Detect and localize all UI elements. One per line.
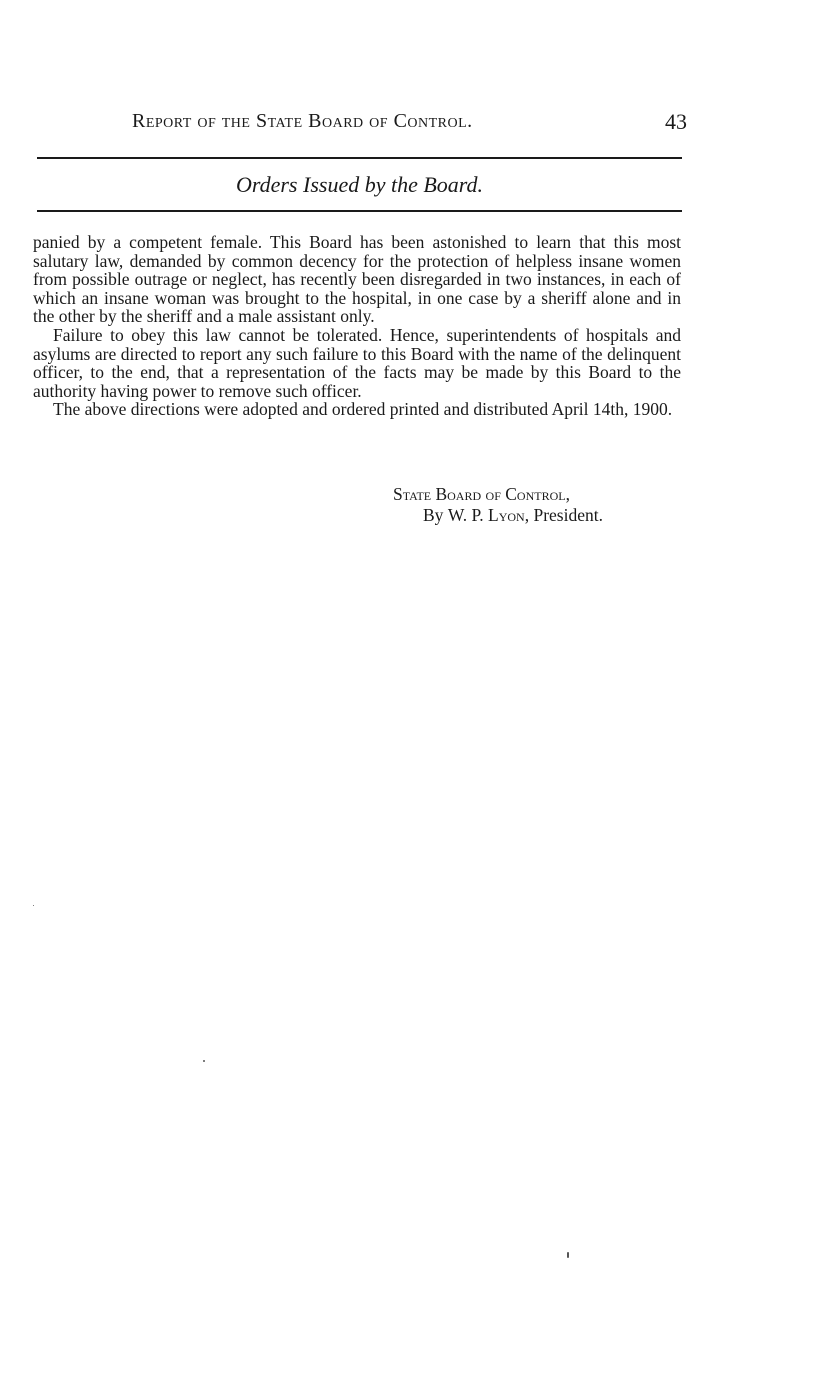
running-title: Report of the State Board of Control.	[132, 110, 473, 132]
bottom-rule	[37, 210, 682, 212]
signature-signer	[393, 505, 693, 526]
signature-name: W. P. Lyon	[447, 505, 525, 525]
signature-organization: State Board of Control,	[393, 484, 570, 504]
paper-speck	[33, 905, 34, 906]
body-text	[33, 233, 681, 419]
paragraph: The above directions were adopted and ordered printed and distributed April 14th, 1900.	[53, 399, 673, 420]
running-head	[132, 110, 687, 138]
page-number: 43	[665, 109, 687, 134]
paper-speck	[567, 1252, 569, 1258]
signature-by-label: By	[423, 505, 444, 525]
signature-title: , President.	[524, 505, 603, 525]
paragraph: panied by a competent female. This Board has been astonished to learn that this most salutary law, demanded by common decency for the protection of helpless insane women from possible outrage or neglect, has recently been disregarded in two instances, in each of which an insane woman was brought to the hospital, in one case by a sheriff alone and in the other by the sheriff and a male assistant only.	[33, 232, 681, 327]
paper-speck	[203, 1060, 205, 1062]
top-rule	[37, 157, 682, 159]
signature-block	[393, 484, 693, 526]
section-title: Orders Issued by the Board.	[235, 172, 484, 197]
paragraph: Failure to obey this law cannot be tolerated. Hence, superintendents of hospitals and asylums are directed to report any such failure to this Board with the name of the delinquent officer, to the end, that a representation of the facts may be made by this Board to the authority having power to remove such officer.	[33, 324, 681, 401]
